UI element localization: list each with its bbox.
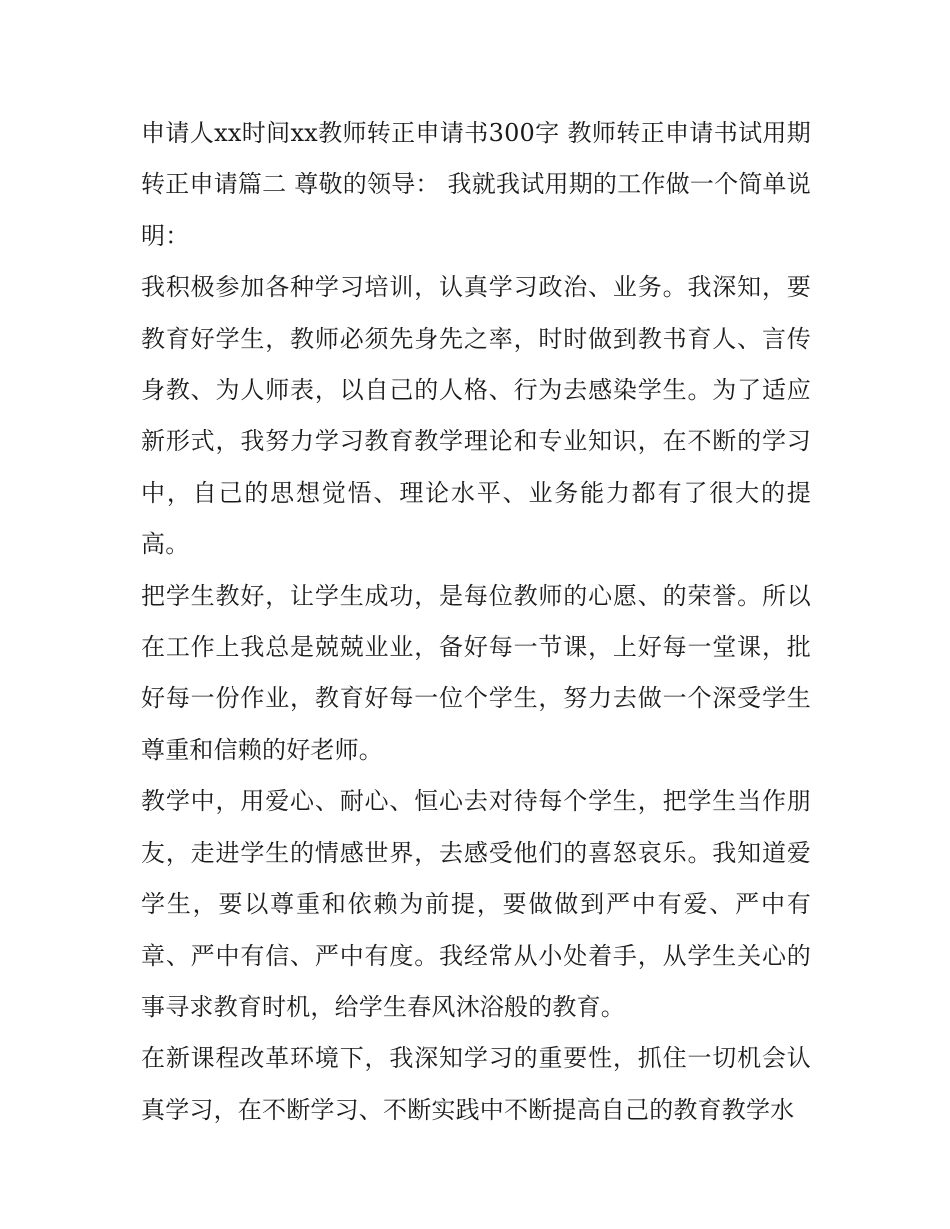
paragraph-study: 我积极参加各种学习培训，认真学习政治、业务。我深知，要教育好学生，教师必须先身先之率，时时做到教书育人、言传身教、为人师表，以自己的人格、行为去感染学生。为了适应新形式，我努力学习教育教学理论和专业知识，在不断的学习中，自己的思想觉悟、理论水平、业务能力都有了很大的提高。 [141, 273, 811, 559]
paragraph-teaching-goal: 把学生教好，让学生成功，是每位教师的心愿、的荣誉。所以在工作上我总是兢兢业业，备好每一节课，上好每一堂课，批好每一份作业，教育好每一位个学生，努力去做一个深受学生尊重和信赖的好老师。 [141, 581, 811, 764]
paragraph-header: 申请人xx时间xx教师转正申请书300字 教师转正申请书试用期转正申请篇二 尊敬的领导： 我就我试用期的工作做一个简单说明： [141, 119, 811, 250]
paragraph-caring-students: 教学中，用爱心、耐心、恒心去对待每个学生，把学生当作朋友，走进学生的情感世界，去感受他们的喜怒哀乐。我知道爱学生，要以尊重和依赖为前提，要做做到严中有爱、严中有章、严中有信、严中有度。我经常从小处着手，从学生关心的事寻求教育时机，给学生春风沐浴般的教育。 [141, 787, 811, 1021]
paragraph-curriculum-reform: 在新课程改革环境下，我深知学习的重要性，抓住一切机会认真学习，在不断学习、不断实践中不断提高自己的教育教学水 [141, 1044, 811, 1124]
document-body [141, 108, 811, 1136]
